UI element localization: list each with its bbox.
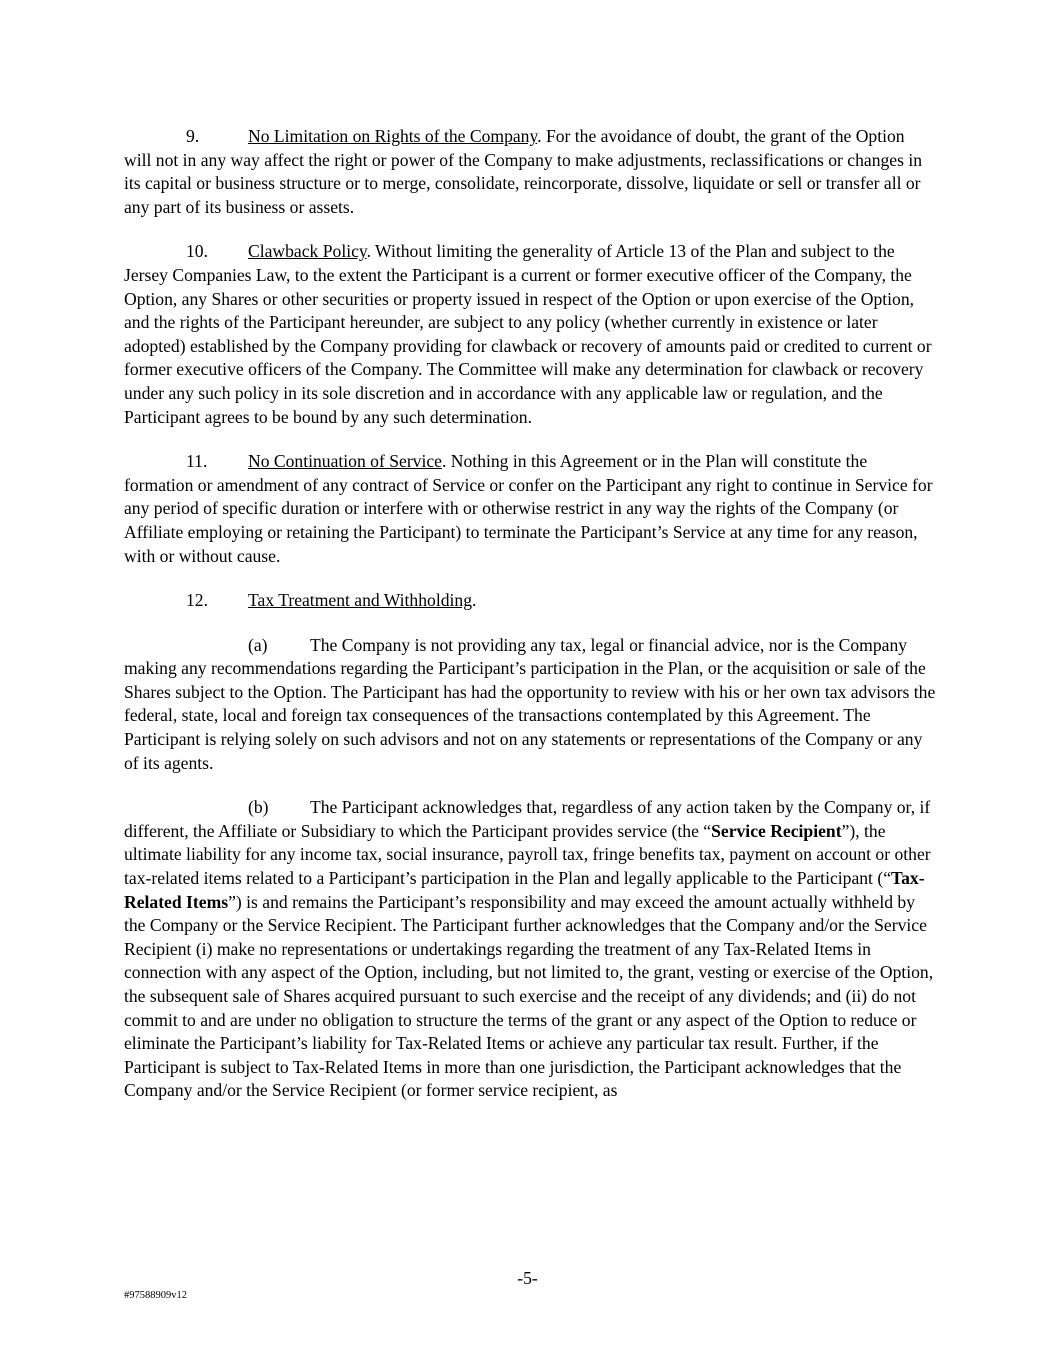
subsection-text: The Participant acknowledges that, regardless of any action taken by the Company or, if different, the Affiliate or Subsidiary to which the Participant provides service (the “ [124, 797, 931, 841]
section-number: 9. [186, 126, 200, 146]
section-heading: No Limitation on Rights of the Company [248, 126, 538, 146]
section-number: 11. [186, 451, 208, 472]
section-heading: No Continuation of Service [248, 451, 442, 472]
document-body [124, 125, 936, 1124]
subsection-text: ”) is and remains the Participant’s responsibility and may exceed the amount actually withheld by the Company or the Service Recipient. The Participant further acknowledges that the Company and/or the Service Recipient (i) make no representations or undertakings regarding the treatment of any Tax-Related Items in connection with any aspect of the Option, including, but not limited to, the grant, vesting or exercise of the Option, the subsequent sale of Shares acquired pursuant to such exercise and the receipt of any dividends; and (ii) do not commit to and are under no obligation to structure the terms of the grant or any aspect of the Option to reduce or eliminate the Participant’s liability for Tax-Related Items or achieve any particular tax result. Further, if the Participant is subject to Tax-Related Items in more than one jurisdiction, the Participant acknowledges that the Company and/or the Service Recipient (or former service recipient, as [124, 891, 934, 1101]
section-9 [124, 125, 936, 219]
section-text: . Nothing in this Agreement or in the Plan will constitute the formation or amendment of any contract of Service or confer on the Participant any right to continue in Service for any period of specific duration or interfere with or otherwise restrict in any way the rights of the Company (or Affiliate employing or retaining the Participant) to terminate the Participant’s Service at any time for any reason, with or without cause. [124, 451, 933, 566]
subsection-a [124, 634, 936, 776]
section-heading: Clawback Policy [248, 241, 367, 262]
subsection-text: The Company is not providing any tax, legal or financial advice, nor is the Company making any recommendations regarding the Participant’s participation in the Plan, or the acquisition or sale of the Shares subject to the Option. The Participant has had the opportunity to review with his or her own tax advisors the federal, state, local and foreign tax consequences of the transactions contemplated by this Agreement. The Participant is relying solely on such advisors and not on any statements or representations of the Company or any of its agents. [124, 634, 936, 773]
subsection-text: ”), the ultimate liability for any income tax, social insurance, payroll tax, fringe benefits tax, payment on account or other tax-related items related to a Participant’s participation in the Plan and legally applicable to the Participant (“ [124, 820, 931, 889]
section-text: . For the avoidance of doubt, the grant of the Option will not in any way affect the right or power of the Company to make adjustments, reclassifications or changes in its capital or business structure or to merge, consolidate, reincorporate, dissolve, liquidate or sell or transfer all or any part of its business or assets. [124, 126, 923, 217]
subsection-b [124, 796, 936, 1103]
page-number: -5- [517, 1268, 538, 1288]
section-12 [124, 589, 936, 613]
defined-term: Service Recipient [711, 820, 842, 841]
subsection-label: (b) [248, 797, 269, 818]
subsection-label: (a) [248, 634, 268, 655]
section-number: 10. [186, 241, 208, 262]
document-id: #97588909v12 [124, 1290, 187, 1301]
section-11 [124, 450, 936, 568]
section-text: . Without limiting the generality of Article 13 of the Plan and subject to the Jersey Companies Law, to the extent the Participant is a current or former executive officer of the Company, the Option, any Shares or other securities or property issued in respect of the Option or upon exercise of the Option, and the rights of the Participant hereunder, are subject to any policy (whether currently in existence or later adopted) established by the Company providing for clawback or recovery of amounts paid or credited to current or former executive officers of the Company. The Committee will make any determination for clawback or recovery under any such policy in its sole discretion and in accordance with any applicable law or regulation, and the Participant agrees to be bound by any such determination. [124, 241, 932, 427]
defined-term: Tax-Related Items [124, 868, 925, 912]
section-10 [124, 240, 936, 429]
section-text: . [472, 590, 477, 611]
section-number: 12. [186, 590, 208, 611]
section-heading: Tax Treatment and Withholding [248, 590, 472, 611]
